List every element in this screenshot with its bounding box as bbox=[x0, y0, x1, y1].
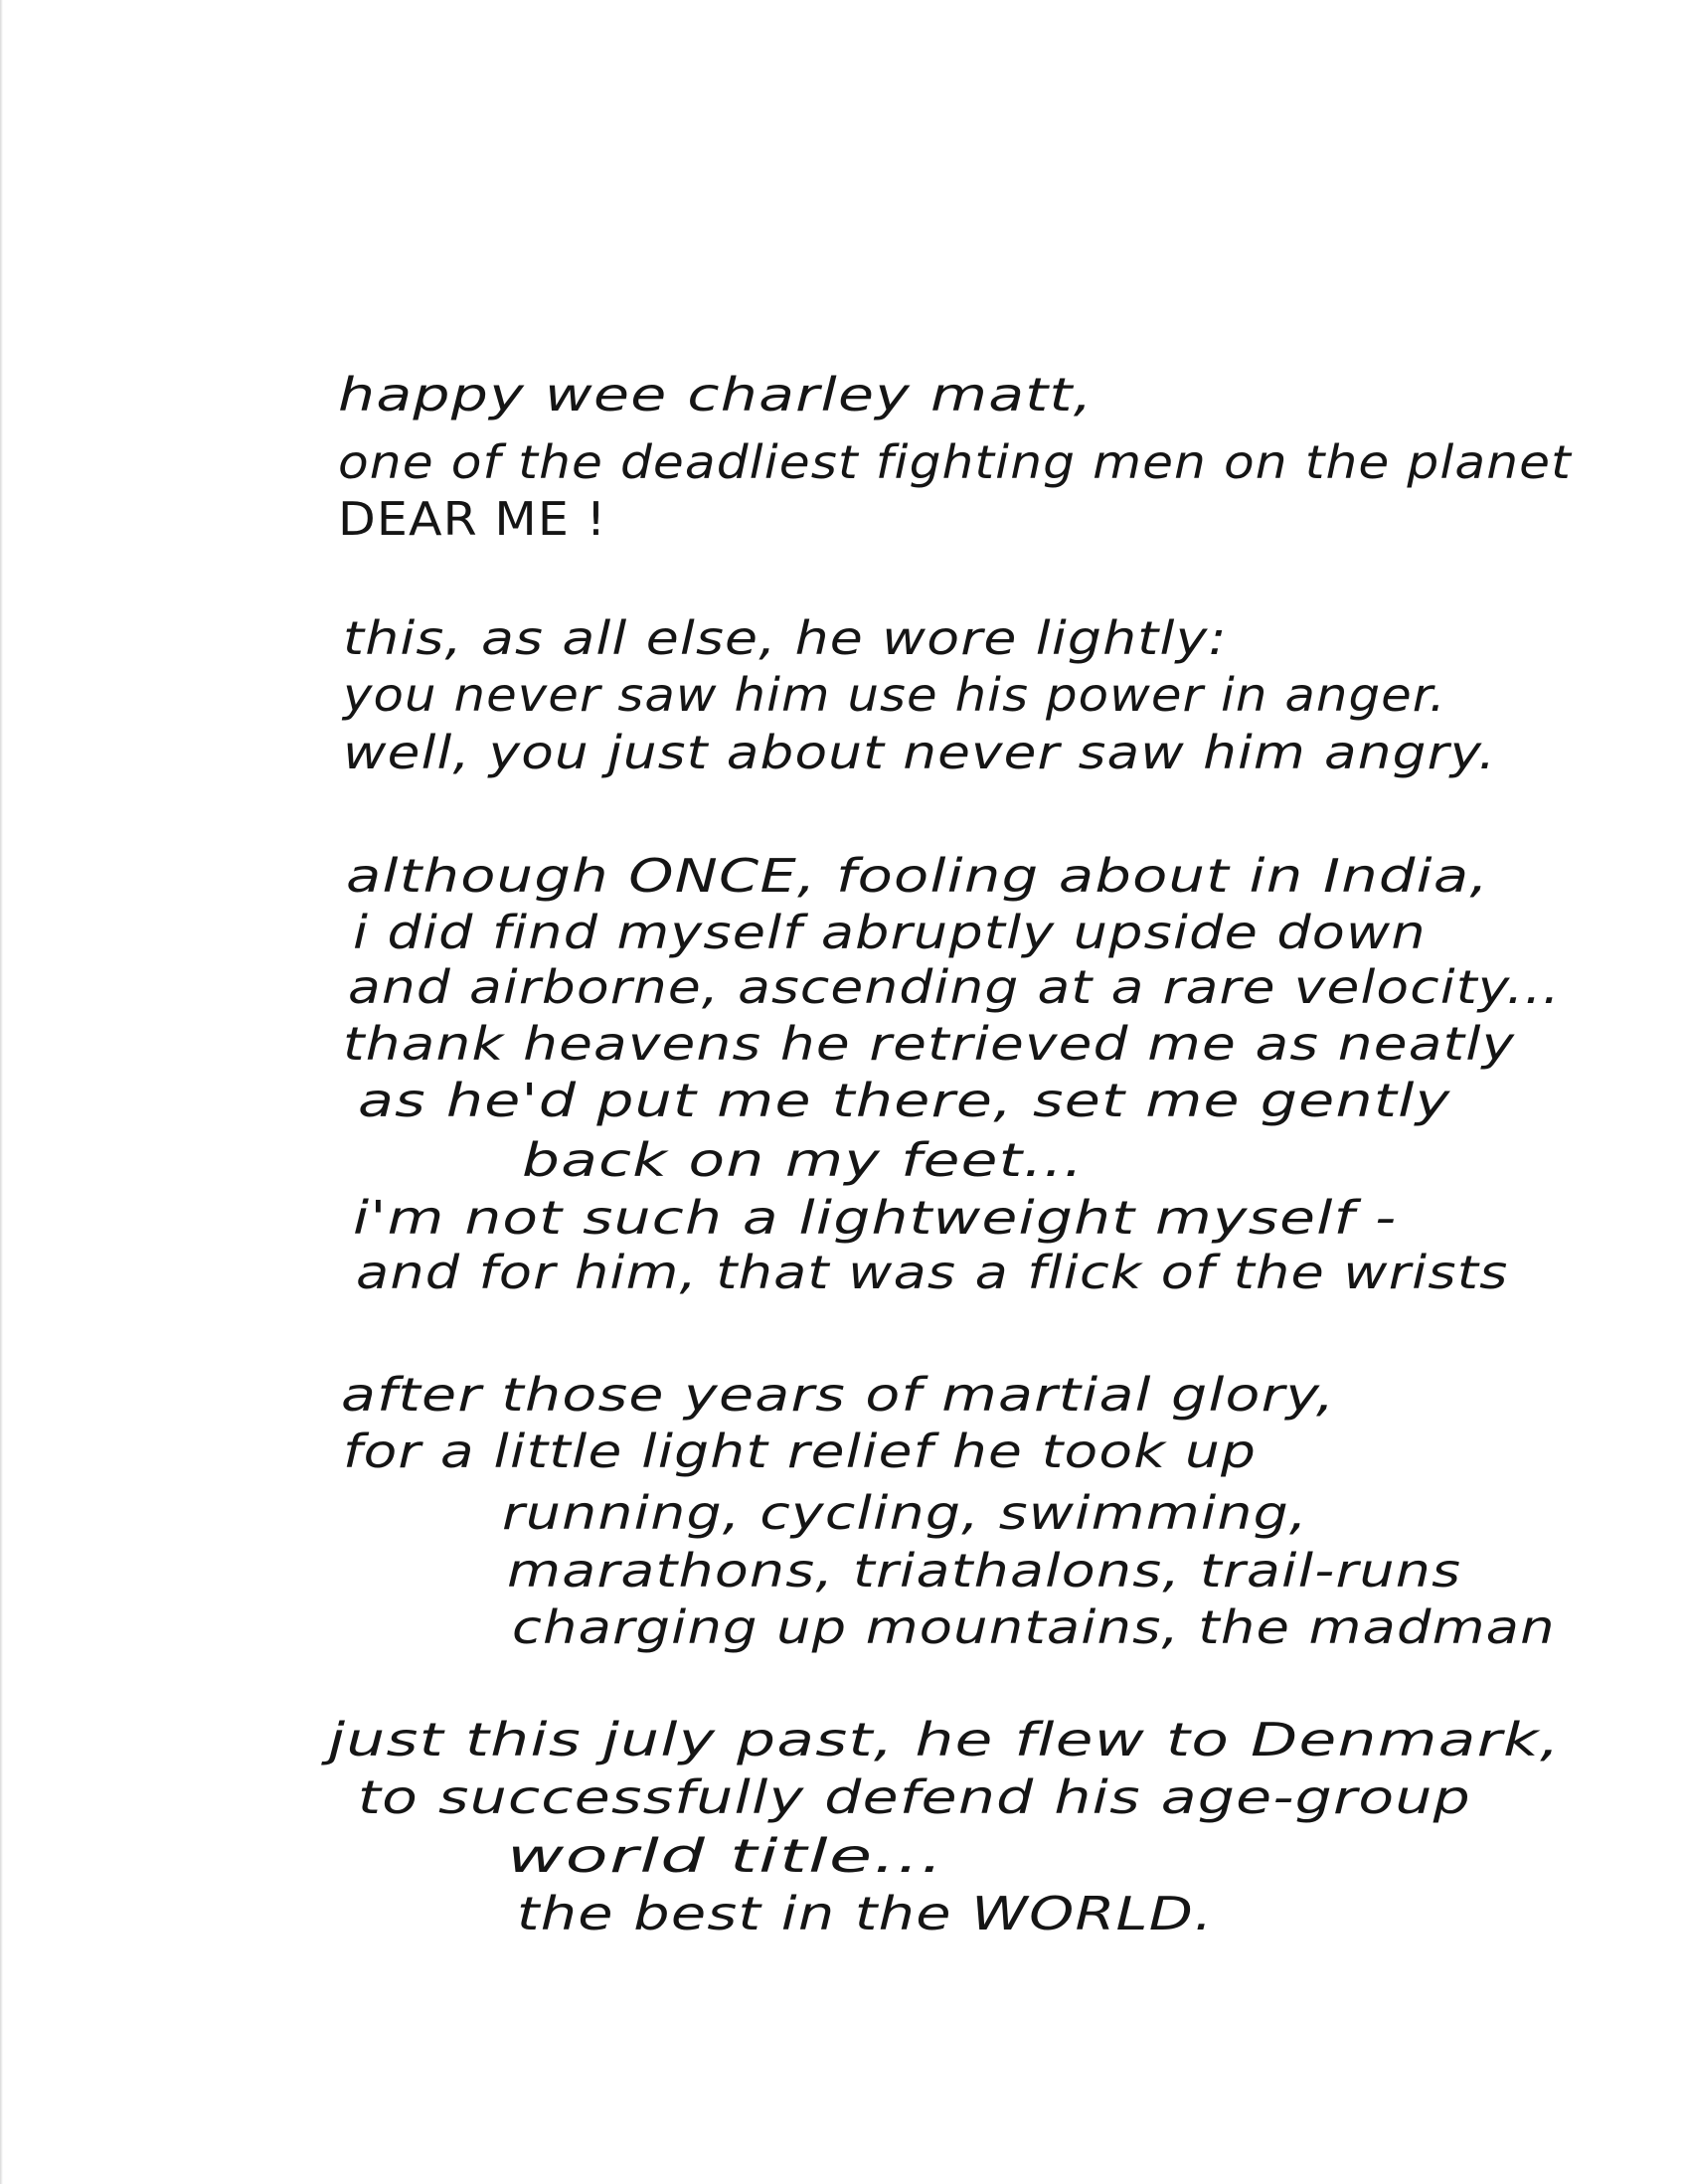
poem-line: for a little light relief he took up bbox=[343, 1425, 1258, 1478]
poem-line: DEAR ME ! bbox=[338, 492, 607, 546]
poem-line: i'm not such a lightweight myself - bbox=[353, 1191, 1398, 1245]
poem-line: charging up mountains, the madman bbox=[512, 1600, 1556, 1654]
poem-line: well, you just about never saw him angry. bbox=[343, 726, 1497, 779]
poem-line: one of the deadliest fighting men on the planet bbox=[338, 435, 1572, 489]
poem-line: after those years of martial glory, bbox=[341, 1368, 1336, 1422]
poem-line: this, as all else, he wore lightly: bbox=[343, 611, 1228, 665]
poem-line: running, cycling, swimming, bbox=[502, 1486, 1308, 1540]
poem-line: and for him, that was a flick of the wrists bbox=[356, 1246, 1509, 1299]
poem-line: as he'd put me there, set me gently bbox=[358, 1074, 1451, 1127]
poem-line: back on my feet... bbox=[522, 1133, 1085, 1187]
poem-line: happy wee charley matt, bbox=[338, 368, 1094, 421]
poem-line: just this july past, he flew to Denmark, bbox=[328, 1713, 1561, 1766]
poem-line: you never saw him use his power in anger. bbox=[343, 668, 1446, 722]
poem-line: although ONCE, fooling about in India, bbox=[346, 849, 1489, 903]
poem-line: thank heavens he retrieved me as neatly bbox=[343, 1017, 1516, 1071]
poem-line: and airborne, ascending at a rare velocity... bbox=[348, 960, 1561, 1014]
poem-line: world title... bbox=[507, 1829, 945, 1883]
poem-line: to successfully defend his age-group bbox=[358, 1770, 1472, 1824]
poem-line: i did find myself abruptly upside down bbox=[353, 906, 1427, 959]
poem-line: the best in the WORLD. bbox=[517, 1887, 1214, 1940]
poem-line: marathons, triathalons, trail-runs bbox=[507, 1544, 1462, 1597]
